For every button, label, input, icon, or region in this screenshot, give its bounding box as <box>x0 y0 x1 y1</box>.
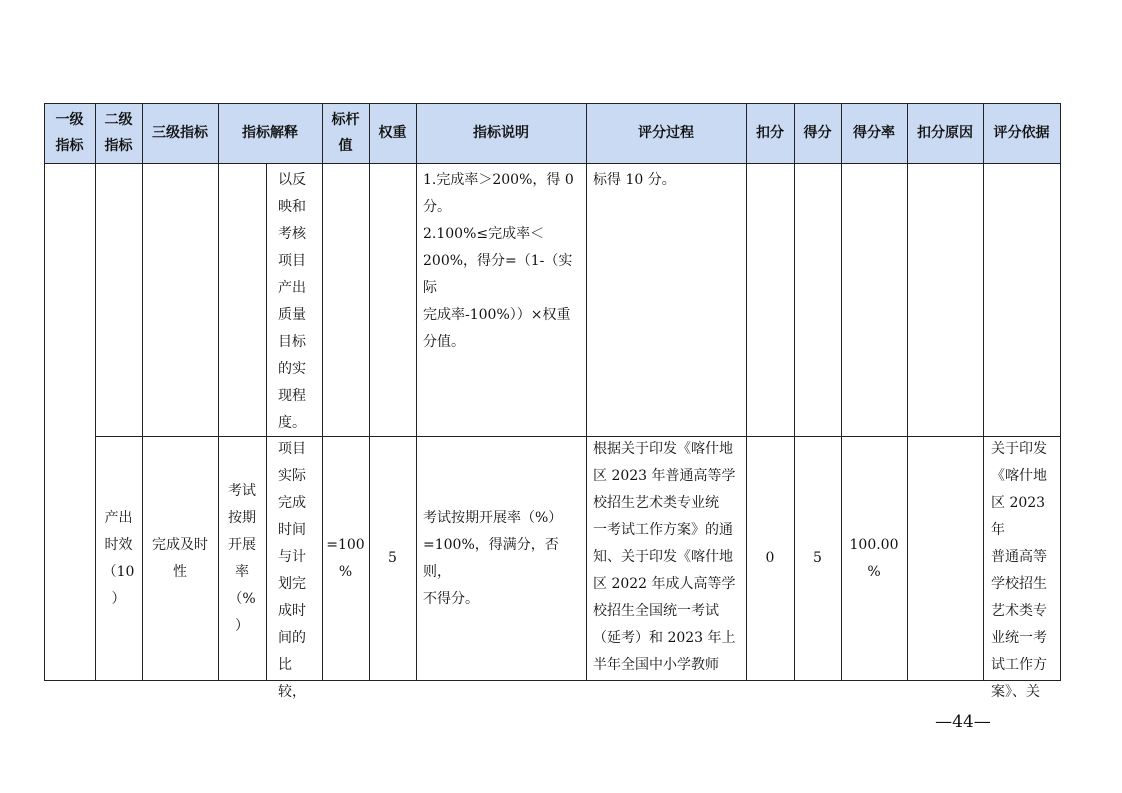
row2-deduct-cell: 0 <box>765 550 775 566</box>
row2-rate-cell: 100.00 % <box>849 536 899 580</box>
row2-level2-cell: 产出 时效 （10 ） <box>102 509 135 607</box>
row2-process-cell: 根据关于印发《喀什地 区 2023 年普通高等学 校招生艺术类专业统 一考试工作方案》的通 知、关于印发《喀什地 区 2022 年成人高等学 校招生全国统一考试 （延考）和 2023 年上 半年全国中小学教师 <box>593 441 736 673</box>
header-desc: 指标说明 <box>416 103 586 163</box>
grid-line-v-4 <box>218 103 219 681</box>
header-weight: 权重 <box>369 103 416 163</box>
row2-score-cell: 5 <box>813 550 822 566</box>
row1-explain-cell: 以反 映和 考核 项目 产出 质量 目标 的实 现程 度。 <box>278 172 306 431</box>
header-explain: 指标解释 <box>218 103 322 163</box>
header-level1: 一级 指标 <box>44 103 95 163</box>
row1-process-cell: 标得 10 分。 <box>593 172 676 188</box>
row2-benchmark-cell: =100 % <box>326 536 365 580</box>
grid-line-bottom <box>44 680 1061 681</box>
row2-weight-cell: 5 <box>388 550 397 566</box>
header-benchmark: 标杆 值 <box>322 103 369 163</box>
header-rate: 得分率 <box>841 103 907 163</box>
header-process: 评分过程 <box>586 103 746 163</box>
grid-line-v-indicator <box>266 163 267 681</box>
row2-deduct-reason-cell <box>907 436 983 681</box>
header-level2: 二级 指标 <box>95 103 142 163</box>
grid-line-v-2 <box>95 103 96 681</box>
header-basis: 评分依据 <box>983 103 1060 163</box>
page-number: —44— <box>935 712 991 732</box>
grid-line-v-14 <box>1060 103 1061 681</box>
grid-line-v-9 <box>746 103 747 681</box>
grid-line-v-13 <box>983 103 984 681</box>
grid-line-v-3 <box>142 103 143 681</box>
row2-indicator-cell: 考试 按期 开展 率 （% ） <box>228 482 256 634</box>
row2-level3-cell: 完成及时 性 <box>152 536 208 580</box>
grid-line-v-8 <box>586 103 587 681</box>
header-deduct-reason: 扣分原因 <box>907 103 983 163</box>
grid-line-v-6 <box>369 103 370 681</box>
grid-line-row-divider <box>95 436 1061 437</box>
grid-line-v-12 <box>907 103 908 681</box>
header-deduct: 扣分 <box>746 103 794 163</box>
header-score: 得分 <box>794 103 841 163</box>
grid-line-v-7 <box>416 103 417 681</box>
grid-line-v-10 <box>794 103 795 681</box>
row2-basis-cell: 关于印发 《喀什地 区 2023 年 普通高等 学校招生 艺术类专 业统一考 试工作方 案》、关 <box>991 441 1047 700</box>
row1-desc-cell: 1.完成率＞200%，得 0 分。 2.100%≤完成率＜ 200%，得分=（1-（实际 完成率-100%））×权重 分值。 <box>423 172 574 350</box>
grid-line-v-5 <box>322 103 323 681</box>
row2-explain-cell: 项目 实际 完成 时间 与计 划完 成时 间的 比较， <box>278 441 306 700</box>
header-level3: 三级指标 <box>142 103 218 163</box>
grid-line-v-11 <box>841 103 842 681</box>
row2-desc-cell: 考试按期开展率（%） =100%，得满分，否则， 不得分。 <box>423 509 563 607</box>
grid-line-top <box>44 103 1061 104</box>
grid-line-v-1 <box>44 103 45 681</box>
grid-line-header-bottom <box>44 163 1061 164</box>
